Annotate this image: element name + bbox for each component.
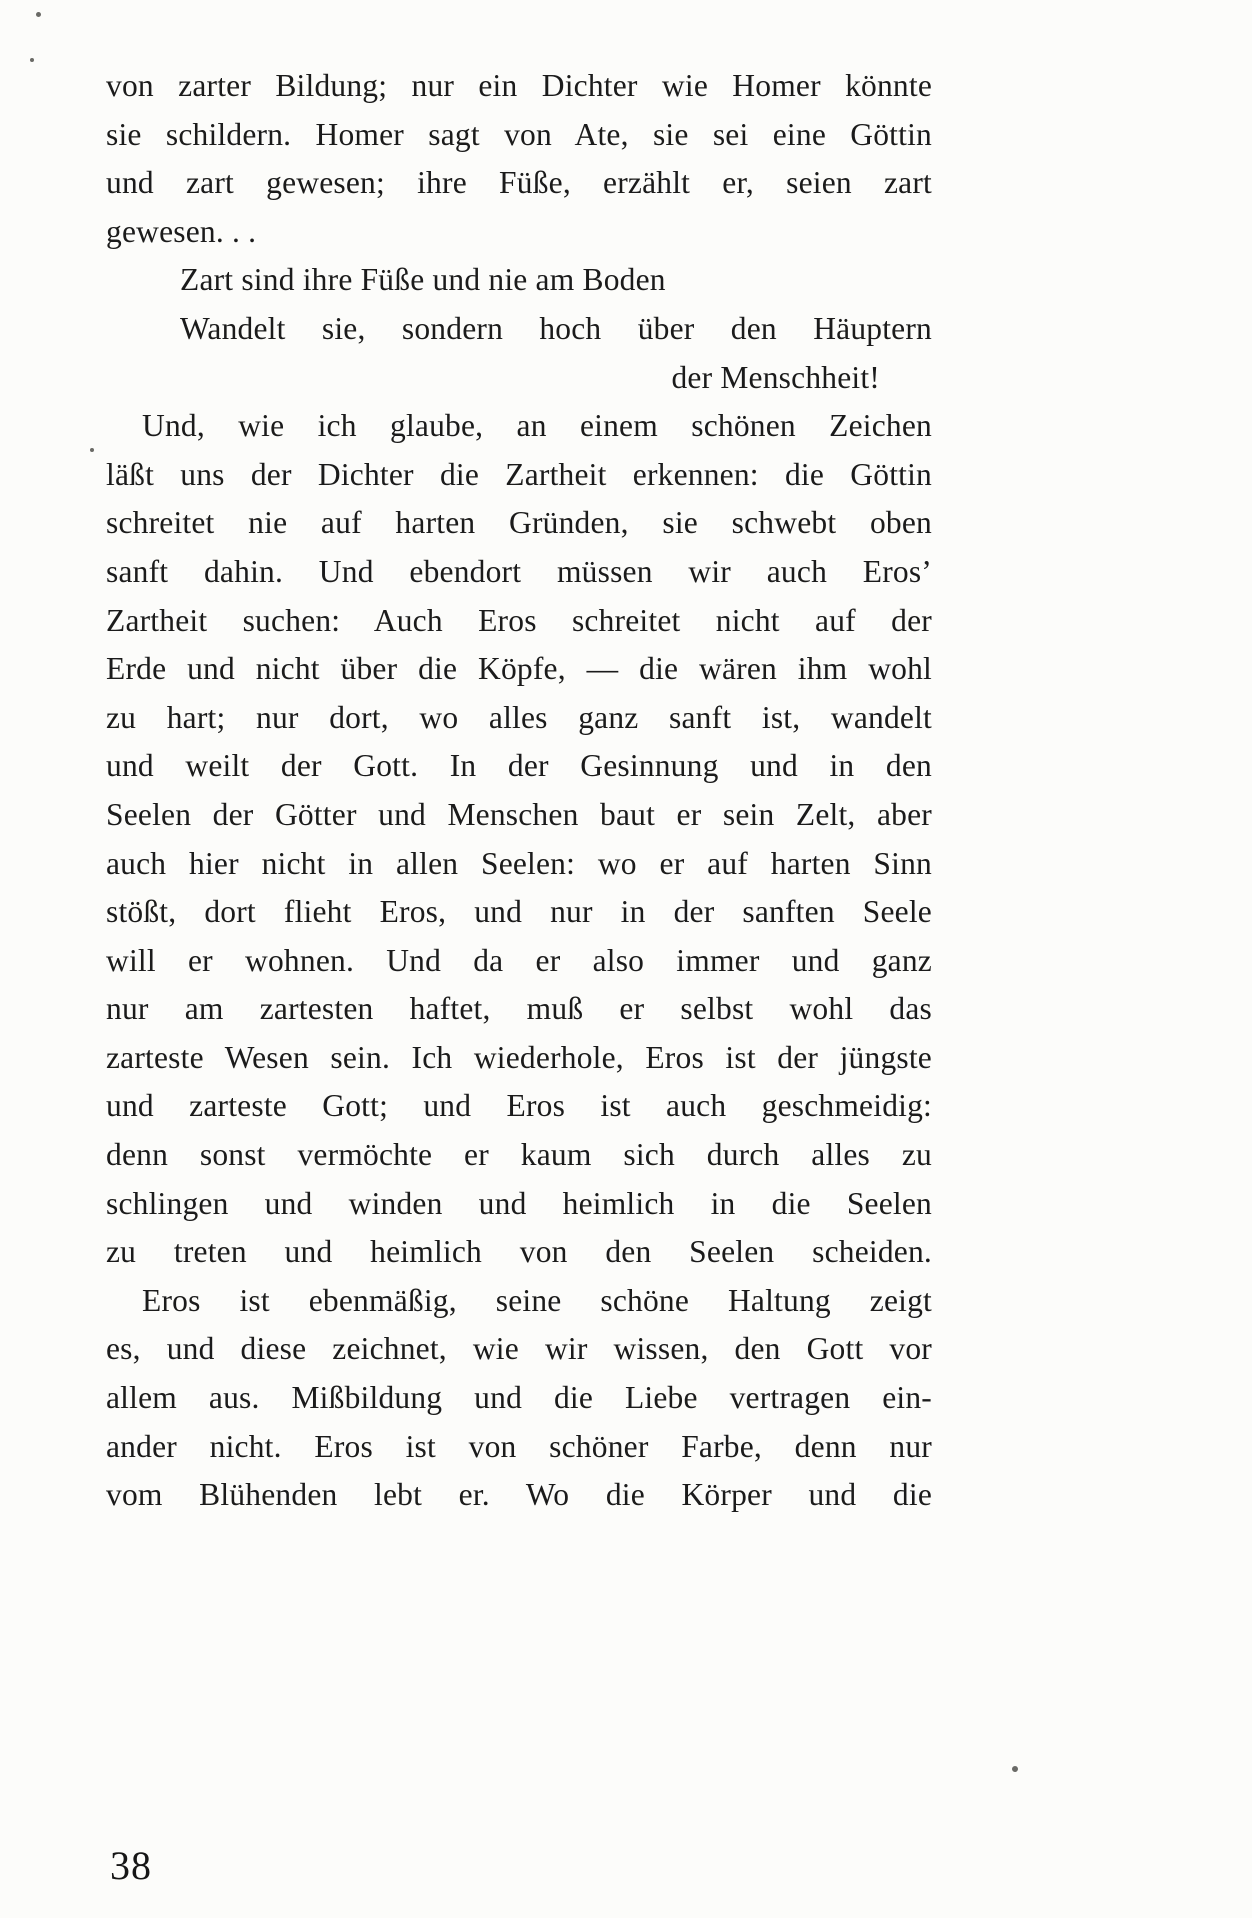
text-line: nur am zartesten haftet, muß er selbst wohl das bbox=[106, 991, 932, 1027]
text-line: zarteste Wesen sein. Ich wiederhole, Eros ist der jüngste bbox=[106, 1039, 932, 1075]
text-line: sanft dahin. Und ebendort müssen wir auch Eros’ bbox=[106, 553, 932, 589]
text-line: der Menschheit! bbox=[671, 359, 880, 395]
scan-speck bbox=[30, 58, 34, 62]
text-line: Zart sind ihre Füße und nie am Boden bbox=[180, 262, 666, 298]
scan-speck bbox=[1012, 1766, 1018, 1772]
text-line: und zart gewesen; ihre Füße, erzählt er, seien zart bbox=[106, 165, 932, 201]
text-line: von zarter Bildung; nur ein Dichter wie Homer könnte bbox=[106, 68, 932, 103]
text-line: schreitet nie auf harten Gründen, sie schwebt oben bbox=[106, 505, 932, 541]
text-line: will er wohnen. Und da er also immer und ganz bbox=[106, 942, 932, 978]
scan-speck bbox=[36, 12, 41, 17]
text-line: Eros ist ebenmäßig, seine schöne Haltung zeigt bbox=[142, 1282, 932, 1318]
text-line: vom Blühenden lebt er. Wo die Körper und die bbox=[106, 1477, 932, 1513]
text-line: und zarteste Gott; und Eros ist auch geschmeidig: bbox=[106, 1088, 932, 1124]
text-line: zu treten und heimlich von den Seelen scheiden. bbox=[106, 1234, 932, 1270]
text-line: Zartheit suchen: Auch Eros schreitet nicht auf der bbox=[106, 602, 932, 638]
text-line: sie schildern. Homer sagt von Ate, sie sei eine Göttin bbox=[106, 116, 932, 152]
page-number: 38 bbox=[110, 1843, 152, 1888]
text-line: schlingen und winden und heimlich in die Seelen bbox=[106, 1185, 932, 1221]
text-line: denn sonst vermöchte er kaum sich durch alles zu bbox=[106, 1137, 932, 1173]
text-line: Seelen der Götter und Menschen baut er sein Zelt, aber bbox=[106, 796, 932, 832]
text-line: stößt, dort flieht Eros, und nur in der sanften Seele bbox=[106, 894, 932, 930]
text-line: es, und diese zeichnet, wie wir wissen, den Gott vor bbox=[106, 1331, 932, 1367]
text-line: und weilt der Gott. In der Gesinnung und in den bbox=[106, 748, 932, 784]
text-line: Erde und nicht über die Köpfe, — die wären ihm wohl bbox=[106, 651, 932, 687]
text-line: auch hier nicht in allen Seelen: wo er auf harten Sinn bbox=[106, 845, 932, 881]
text-line: allem aus. Mißbildung und die Liebe vertragen ein- bbox=[106, 1380, 932, 1416]
text-line: zu hart; nur dort, wo alles ganz sanft ist, wandelt bbox=[106, 699, 932, 735]
text-line: Wandelt sie, sondern hoch über den Häuptern bbox=[180, 310, 932, 346]
text-line: ander nicht. Eros ist von schöner Farbe, denn nur bbox=[106, 1428, 932, 1464]
scan-speck bbox=[90, 448, 94, 452]
text-line: läßt uns der Dichter die Zartheit erkennen: die Göttin bbox=[106, 456, 932, 492]
text-line: gewesen. . . bbox=[106, 213, 257, 249]
text-line: Und, wie ich glaube, an einem schönen Zeichen bbox=[142, 408, 932, 444]
text-block bbox=[106, 62, 932, 1520]
